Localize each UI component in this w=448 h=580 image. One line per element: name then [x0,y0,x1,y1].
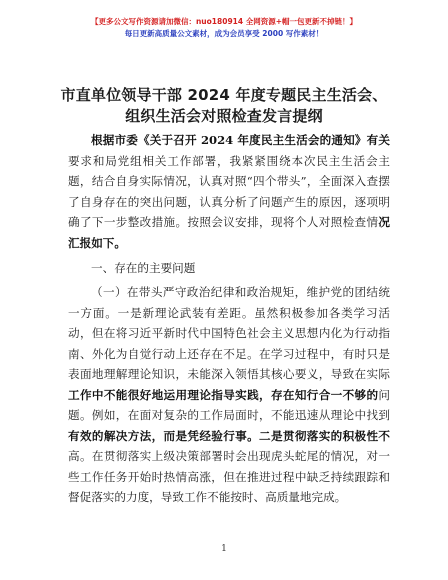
section-1-text-e: 高。在贯彻落实上级决策部署时会出现虎头蛇尾的情况，对一些工作任务开始时热情高涨，但在推进过程中缺乏持续跟踪和督促落实的力度，导致工作不能按时、高质量地完成。 [68,449,390,504]
section-heading: 一、存在的主要问题 [91,261,196,275]
section-1-text-c: 问题。例如，在面对复杂的工作局面时，不能迅速从理论中找到 [68,387,390,422]
section-1-paragraph [68,282,390,508]
promo-banner-line-1: 【更多公文写作资源请加微信：nuo180914 全网资源+帽一包更新不掉链！】 [90,17,358,26]
document-title-line-1: 市直单位领导干部 2024 年度专题民主生活会、 [60,86,388,104]
intro-bold-lead: 根据市委《关于召开 2024 年度民主生活会的通知》有关 [91,133,390,147]
section-1-text-a: （一）在带头严守政治纪律和政治规矩，维护党的团结统一方面。一是新理论武装有差距。虽然积极参加各类学习活动，但在将习近平新时代中国特色社会主义思想内化为行动指南、外化为自觉行动上还存在不足。在学习过程中，有时只是表面地理解理论知识，未能深入领悟其核心要义，导致在实际 [68,285,390,381]
document-title-line-2: 组织生活会对照检查发言提纲 [125,107,323,125]
section-1-bold-d: 有效的解决方法，而是凭经验行事。二是贯彻落实的积极性不 [68,428,390,443]
intro-body: 要求和局党组相关工作部署，我紧紧围绕本次民主生活会主题，结合自身实际情况，认真对照“四个带头”，全面深入查摆了自身存在的突出问题，认真分析了问题产生的原因，逐项明确了下一步整改措施。按照会议安排，现将个人对照检查情 [68,153,390,229]
section-1-bold-b: 工作中不能很好地运用理论指导实践，存在知行合一不够的 [68,387,379,402]
promo-banner-line-2: 每日更新高质量公文素材，成为会员享受 2000 写作素材！ [124,29,324,38]
intro-bold-tail: 况汇报如下。 [68,215,390,250]
page-number: 1 [221,544,227,554]
intro-paragraph [68,130,390,253]
